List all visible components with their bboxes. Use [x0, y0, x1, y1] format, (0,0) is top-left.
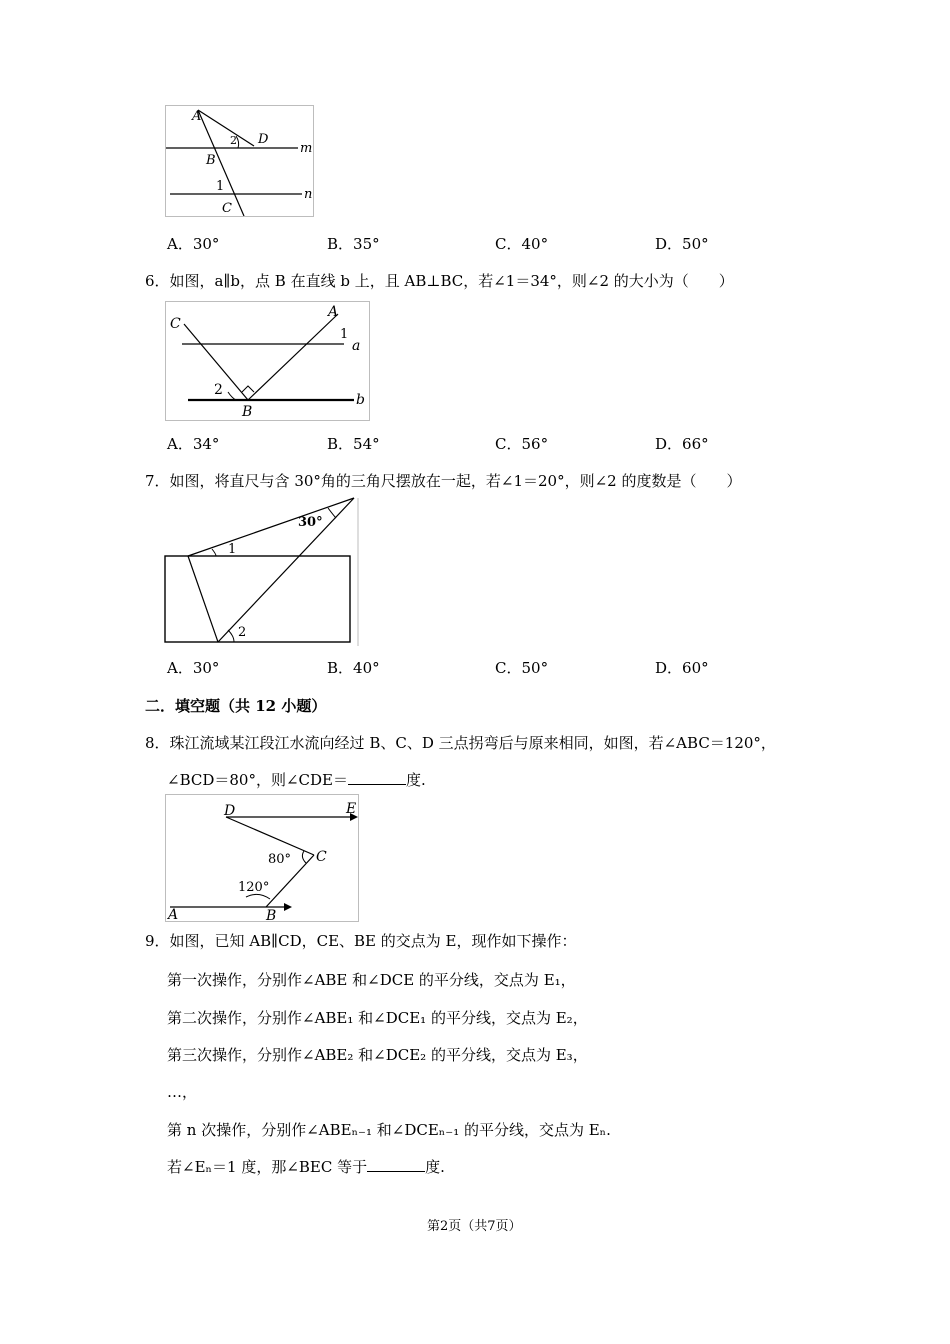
- q6-label-B: B: [242, 404, 253, 420]
- q9-ellipsis: …，: [167, 1083, 198, 1101]
- q5-diagram: [166, 106, 313, 216]
- q7-label-2: 2: [238, 625, 247, 640]
- q9-intro: 如图，已知 AB∥CD，CE、BE 的交点为 E，现作如下操作：: [169, 932, 577, 950]
- q7-option-d: D．60°: [655, 659, 709, 677]
- q7-option-a: A．30°: [167, 659, 220, 677]
- q7-diagram: [164, 496, 360, 646]
- q5-label-2: 2: [230, 134, 237, 147]
- q8-text-2a: ∠BCD＝80°，则∠CDE＝: [167, 771, 348, 789]
- q6-number: 6．: [145, 272, 170, 290]
- q8-number: 8．: [145, 734, 170, 752]
- q6-label-b: b: [356, 392, 365, 408]
- q7-label-30: 30°: [298, 515, 323, 530]
- q6-diagram: [166, 302, 369, 420]
- q7-option-b: B．40°: [327, 659, 380, 677]
- q6-stem: [145, 271, 734, 291]
- q9-step3: 第三次操作，分别作∠ABE₂ 和∠DCE₂ 的平分线，交点为 E₃，: [167, 1046, 588, 1064]
- q5-label-n: n: [304, 187, 313, 202]
- q5-label-m: m: [300, 141, 313, 156]
- q9-answer-blank[interactable]: [367, 1157, 425, 1172]
- q9-step2: 第二次操作，分别作∠ABE₁ 和∠DCE₁ 的平分线，交点为 E₂，: [167, 1009, 588, 1027]
- q8-answer-blank[interactable]: [348, 770, 406, 785]
- q9-final-a: 若∠Eₙ＝1 度，那∠BEC 等于: [167, 1158, 368, 1176]
- q5-option-c: C．40°: [495, 235, 549, 253]
- q5-label-D: D: [258, 132, 269, 147]
- q8-label-C: C: [316, 849, 327, 865]
- q8-label-120: 120°: [238, 880, 270, 895]
- q8-label-D: D: [224, 803, 236, 819]
- q8-label-80: 80°: [268, 852, 292, 867]
- q9-stepn: 第 n 次操作，分别作∠ABEₙ₋₁ 和∠DCEₙ₋₁ 的平分线，交点为 Eₙ.: [167, 1121, 611, 1139]
- q8-label-E: E: [346, 801, 357, 817]
- q5-option-a: A．30°: [167, 235, 220, 253]
- q8-text-1: 珠江流域某江段江水流向经过 B、C、D 三点拐弯后与原来相同，如图，若∠ABC＝120°，: [169, 734, 776, 752]
- q6-label-a: a: [352, 338, 361, 354]
- q6-figure: [165, 301, 370, 421]
- q5-label-C: C: [222, 201, 232, 216]
- q8-diagram: [166, 795, 358, 921]
- q6-text: 如图，a∥b，点 B 在直线 b 上，且 AB⊥BC，若∠1＝34°，则∠2 的大小为（ ）: [169, 272, 734, 290]
- q6-option-b: B．54°: [327, 435, 380, 453]
- q8-stem-line1: [145, 733, 776, 753]
- q6-label-1: 1: [340, 327, 349, 342]
- q7-stem: [145, 471, 741, 491]
- q6-option-d: D．66°: [655, 435, 709, 453]
- q8-label-B: B: [266, 908, 277, 921]
- q5-label-B: B: [206, 153, 216, 168]
- q8-stem-line2: [167, 770, 426, 790]
- q6-label-C: C: [170, 316, 181, 332]
- q8-figure: [165, 794, 359, 922]
- q9-stem: [145, 931, 577, 951]
- q5-label-1: 1: [216, 179, 225, 194]
- q7-figure: [164, 496, 360, 646]
- q6-option-a: A．34°: [167, 435, 220, 453]
- q7-label-1: 1: [228, 542, 237, 557]
- q7-number: 7．: [145, 472, 170, 490]
- q9-number: 9．: [145, 932, 170, 950]
- q7-text: 如图，将直尺与含 30°角的三角尺摆放在一起，若∠1＝20°，则∠2 的度数是（ ）: [169, 472, 742, 490]
- q5-figure: [165, 105, 314, 217]
- section-2-title: 二．填空题（共 12 小题）: [145, 697, 327, 715]
- q9-final: [167, 1157, 445, 1177]
- q6-option-c: C．56°: [495, 435, 549, 453]
- q6-label-A: A: [328, 304, 339, 320]
- page-footer: 第2页（共7页）: [427, 1219, 522, 1234]
- q5-option-b: B．35°: [327, 235, 380, 253]
- q9-step1: 第一次操作，分别作∠ABE 和∠DCE 的平分线，交点为 E₁，: [167, 971, 576, 989]
- q8-text-2b: 度.: [405, 771, 426, 789]
- q7-option-c: C．50°: [495, 659, 549, 677]
- q5-option-d: D．50°: [655, 235, 709, 253]
- q5-label-A: A: [192, 109, 202, 124]
- q6-label-2: 2: [214, 382, 223, 398]
- q8-label-A: A: [168, 907, 179, 921]
- q9-final-b: 度.: [425, 1158, 445, 1176]
